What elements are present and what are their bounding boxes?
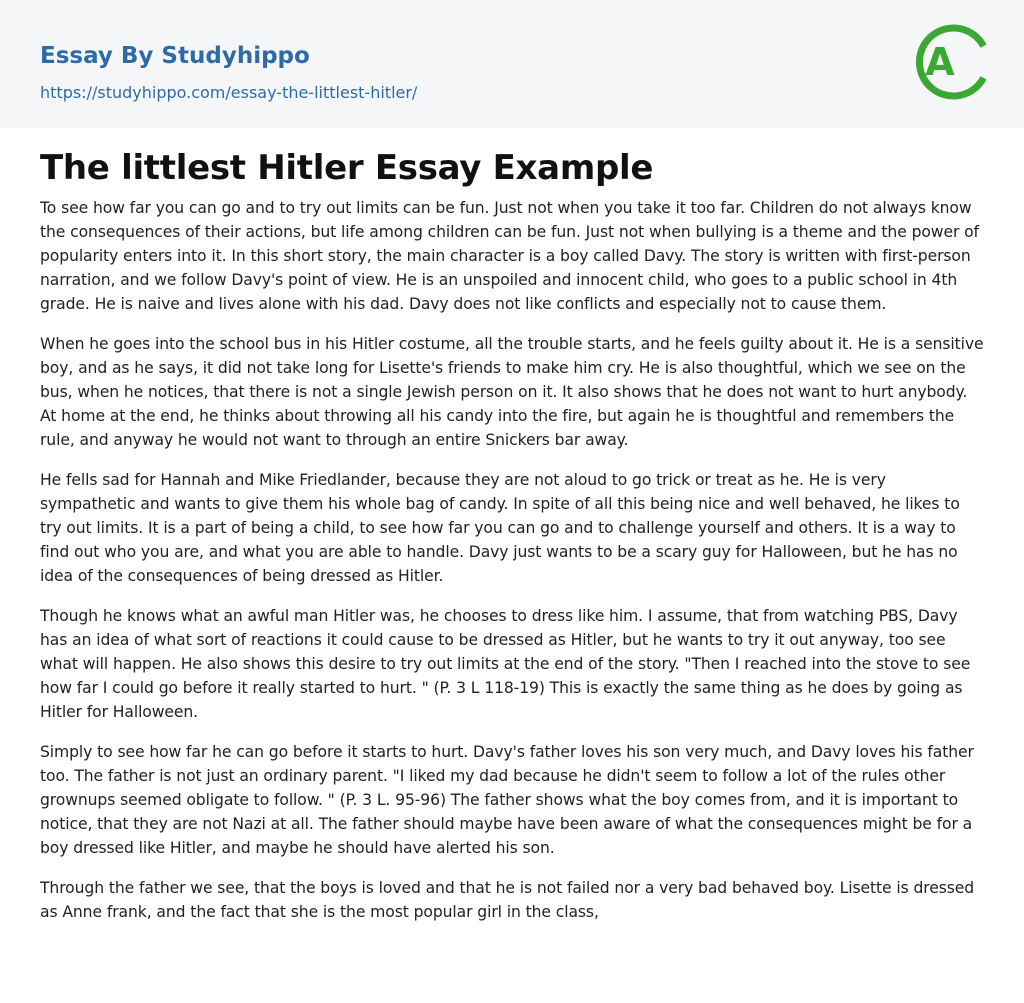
article bbox=[0, 128, 1024, 924]
paragraph: To see how far you can go and to try out limits can be fun. Just not when you take it too far. Children do not always know the consequences of their actions, but life among children can be fun. Just not when bullying is a theme and the power of popularity enters into it. In this short story, the main character is a boy called Davy. The story is written with first-person narration, and we follow Davy's point of view. He is an unspoiled and innocent child, who goes to a public school in 4th grade. He is naive and lives alone with his dad. Davy does not like conflicts and especially not to cause them. bbox=[40, 199, 979, 313]
paragraph: Through the father we see, that the boys is loved and that he is not failed nor a very bad behaved boy. Lisette is dressed as Anne frank, and the fact that she is the most popular girl in the class, bbox=[40, 879, 975, 921]
site-title[interactable]: Essay By Studyhippo bbox=[40, 43, 310, 69]
essay-url-link[interactable]: https://studyhippo.com/essay-the-littlest-hitler/ bbox=[40, 83, 418, 102]
paragraph: When he goes into the school bus in his Hitler costume, all the trouble starts, and he feels guilty about it. He is a sensitive boy, and as he says, it did not take long for Lisette's friends to make him cry. He is also thoughtful, which we see on the bus, when he notices, that there is not a single Jewish person on it. It also shows that he does not want to hurt anybody. At home at the end, he thinks about throwing all his candy into the fire, but again he is thoughtful and remembers the rule, and anyway he would not want to through an entire Snickers bar away. bbox=[40, 335, 984, 449]
paragraph: He fells sad for Hannah and Mike Friedlander, because they are not aloud to go trick or treat as he. He is very sympathetic and wants to give them his whole bag of candy. In spite of all this being nice and well behaved, he likes to try out limits. It is a part of being a child, to see how far you can go and to challenge yourself and others. It is a way to find out who you are, and what you are able to handle. Davy just wants to be a scary guy for Halloween, but he has no idea of the consequences of being dressed as Hitler. bbox=[40, 471, 960, 585]
page-title: The littlest Hitler Essay Example bbox=[40, 148, 654, 188]
logo-letter: A bbox=[925, 40, 955, 84]
site-header bbox=[0, 0, 1024, 128]
paragraph: Simply to see how far he can go before it starts to hurt. Davy's father loves his son very much, and Davy loves his father too. The father is not just an ordinary parent. "I liked my dad because he didn't seem to follow a lot of the rules other grownups seemed obligate to follow. " (P. 3 L. 95-96) The father shows what the boy comes from, and it is important to notice, that they are not Nazi at all. The father should maybe have been aware of what the consequences might be for a boy dressed like Hitler, and maybe he should have alerted his son. bbox=[40, 743, 974, 857]
logo-ring-icon bbox=[913, 19, 987, 105]
paragraph: Though he knows what an awful man Hitler was, he chooses to dress like him. I assume, that from watching PBS, Davy has an idea of what sort of reactions it could cause to be dressed as Hitler, but he wants to try it out anyway, too see what will happen. He also shows this desire to try out limits at the end of the story. "Then I reached into the stove to see how far I could go before it really started to hurt. " (P. 3 L 118-19) This is exactly the same thing as he does by going as Hitler for Halloween. bbox=[40, 607, 971, 721]
site-logo[interactable] bbox=[913, 19, 987, 105]
